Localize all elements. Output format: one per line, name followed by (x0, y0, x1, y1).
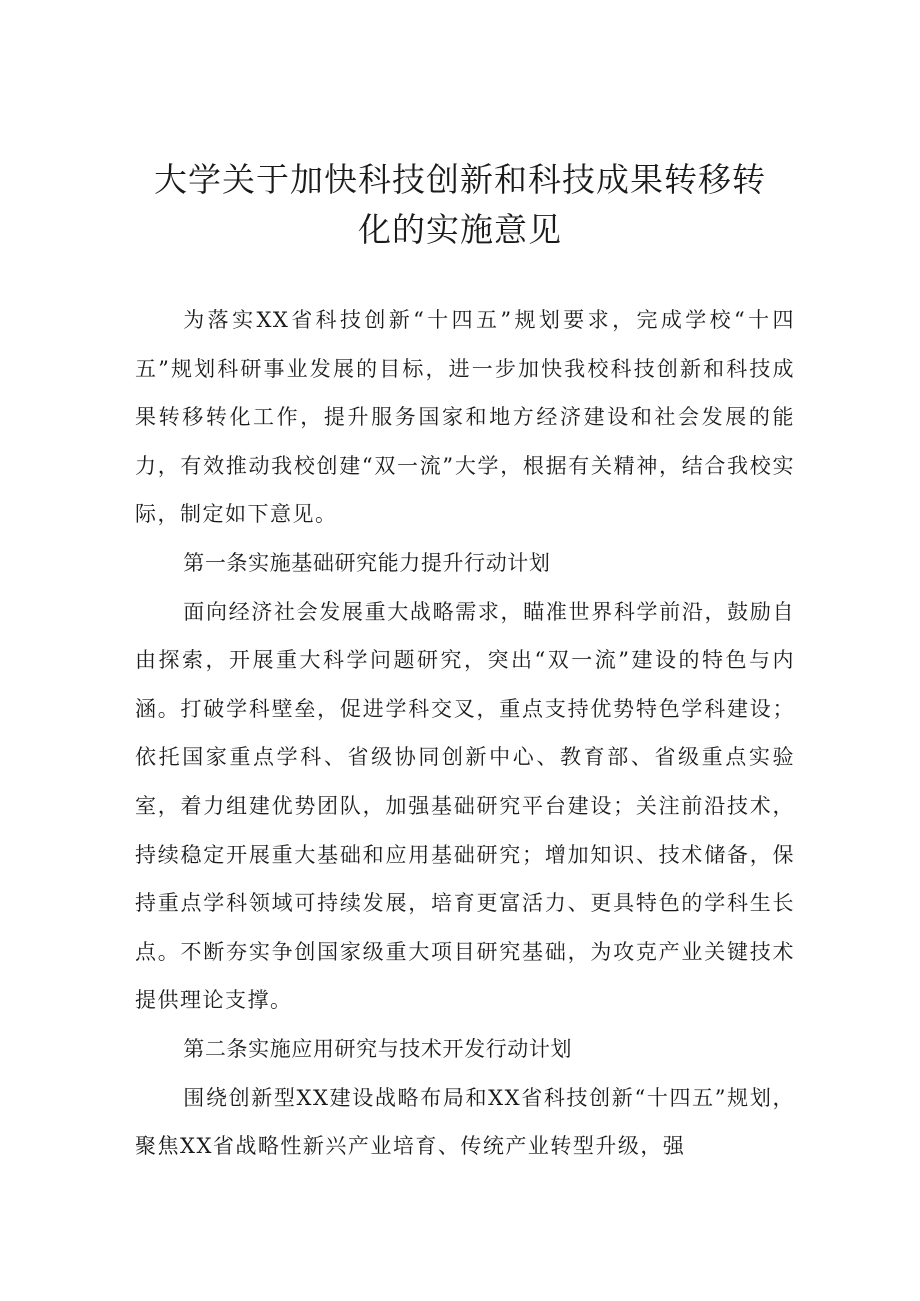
document-title-line-2: 化的实施意见 (358, 210, 562, 249)
intro-paragraph: 为落实XX省科技创新“十四五”规划要求，完成学校“十四五”规划科研事业发展的目标，进一步加快我校科技创新和科技成果转移转化工作，提升服务国家和地方经济建设和社会发展的能力，有效推动我校创建“双一流”大学，根据有关精神，结合我校实际，制定如下意见。 (135, 308, 795, 527)
document-title-line-1: 大学关于加快科技创新和科技成果转移转 (154, 160, 766, 199)
article-1-heading: 第一条实施基础研究能力提升行动计划 (183, 550, 551, 575)
article-2-paragraph: 围绕创新型XX建设战略布局和XX省科技创新“十四五”规划，聚焦XX省战略性新兴产业培育、传统产业转型升级，强 (135, 1085, 795, 1159)
document-body (135, 296, 795, 1171)
article-2-heading: 第二条实施应用研究与技术开发行动计划 (183, 1036, 573, 1061)
article-1-paragraph: 面向经济社会发展重大战略需求，瞄准世界科学前沿，鼓励自由探索，开展重大科学问题研究，突出“双一流”建设的特色与内涵。打破学科壁垒，促进学科交叉，重点支持优势特色学科建设；依托国家重点学科、省级协同创新中心、教育部、省级重点实验室，着力组建优势团队，加强基础研究平台建设；关注前沿技术，持续稳定开展重大基础和应用基础研究；增加知识、技术储备，保持重点学科领域可持续发展，培育更富活力、更具特色的学科生长点。不断夯实争创国家级重大项目研究基础，为攻克产业关键技术提供理论支撑。 (135, 599, 795, 1013)
